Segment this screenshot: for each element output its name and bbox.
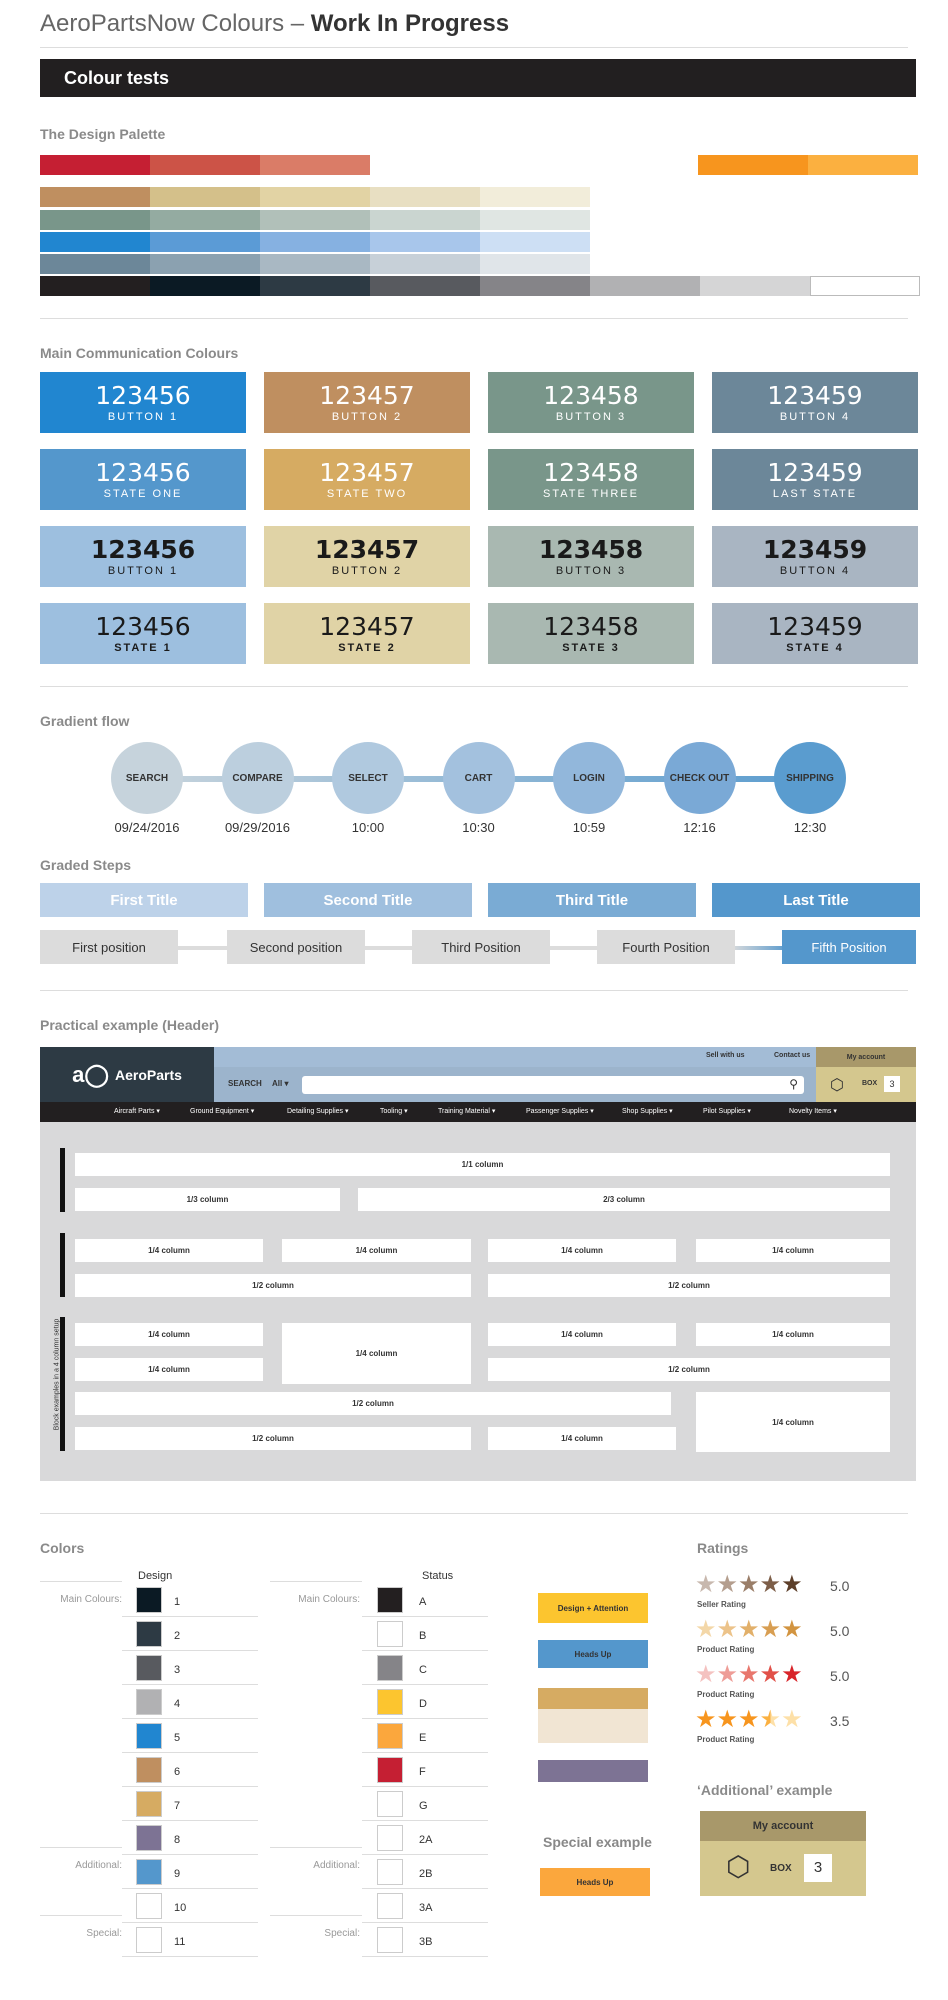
grid-column: 1/4 column	[488, 1427, 676, 1450]
color-swatch	[377, 1825, 403, 1851]
button-label: STATE TWO	[326, 487, 408, 500]
palette-swatch	[150, 155, 260, 175]
gradient-heading: Gradient flow	[40, 713, 130, 729]
color-label: 2	[174, 1630, 181, 1642]
star-rating	[695, 1663, 803, 1689]
comm-button[interactable]	[40, 603, 246, 664]
flow-time: 10:59	[572, 820, 606, 835]
nav-item[interactable]: Tooling ▾	[380, 1108, 408, 1115]
star-rating	[695, 1618, 803, 1644]
star-icon: ★	[738, 1661, 760, 1688]
color-swatch	[136, 1859, 162, 1885]
button-label: BUTTON 2	[331, 564, 403, 577]
grid-column: 1/4 column	[75, 1323, 263, 1346]
color-group-label: Main Colours:	[60, 1594, 122, 1605]
color-swatch	[136, 1791, 162, 1817]
rating-value: 5.0	[830, 1668, 850, 1684]
palette-swatch	[40, 155, 150, 175]
palette-swatch	[480, 210, 590, 230]
button-number: 123459	[762, 534, 868, 564]
flow-time: 10:30	[462, 820, 495, 835]
star-icon: ★	[695, 1706, 717, 1733]
comm-button[interactable]	[264, 372, 470, 433]
divider	[40, 990, 908, 991]
color-group-label: Main Colours:	[298, 1594, 360, 1605]
color-label: 10	[174, 1902, 187, 1914]
grid-column: 1/1 column	[75, 1153, 890, 1176]
nav-item[interactable]: Pilot Supplies ▾	[703, 1108, 751, 1115]
palette-heading: The Design Palette	[40, 126, 166, 142]
nav-item[interactable]: Shop Supplies ▾	[622, 1108, 673, 1115]
search-label: SEARCH	[228, 1079, 262, 1088]
graded-position[interactable]: Fourth Position	[597, 930, 735, 964]
grid-column: 1/2 column	[488, 1358, 890, 1381]
color-label: B	[419, 1630, 427, 1642]
comm-button[interactable]	[488, 526, 694, 587]
grid-column: 1/4 column	[488, 1239, 676, 1262]
additional-heading: ‘Additional’ example	[697, 1782, 833, 1798]
grid-column: 1/4 column	[282, 1239, 471, 1262]
color-swatch	[136, 1893, 162, 1919]
swatch-gold	[538, 1688, 648, 1709]
grid-column: 1/4 column	[696, 1239, 890, 1262]
palette-swatch	[480, 254, 590, 274]
palette-swatch	[150, 276, 260, 296]
palette-swatch	[150, 187, 260, 207]
star-icon: ★	[759, 1706, 782, 1733]
search-icon[interactable]: ⚲	[789, 1077, 798, 1091]
main-nav	[40, 1102, 916, 1122]
color-label: 3B	[419, 1936, 433, 1948]
palette-swatch	[700, 276, 810, 296]
color-swatch	[136, 1689, 162, 1715]
palette-swatch	[808, 155, 918, 175]
star-icon: ★	[695, 1616, 717, 1643]
color-swatch	[377, 1859, 403, 1885]
grid-row-marker	[60, 1317, 65, 1381]
color-swatch	[377, 1757, 403, 1783]
grid-column: 1/3 column	[75, 1188, 340, 1211]
comm-button[interactable]	[488, 449, 694, 510]
banner: Colour tests	[40, 59, 916, 97]
color-row	[270, 1581, 362, 1582]
button-label: STATE ONE	[103, 487, 183, 500]
box-icon: ⬡	[830, 1077, 844, 1094]
design-attention-chip: Design + Attention	[538, 1593, 648, 1623]
graded-position[interactable]: Third Position	[412, 930, 550, 964]
palette-swatch	[150, 210, 260, 230]
grid-column: 1/4 column	[75, 1239, 263, 1262]
button-label: STATE 1	[114, 641, 172, 654]
star-icon: ★	[781, 1616, 803, 1643]
comm-button[interactable]	[40, 449, 246, 510]
star-rating	[695, 1573, 803, 1599]
star-icon: ★	[716, 1661, 739, 1688]
button-number: 123457	[319, 380, 415, 410]
button-number: 123459	[767, 380, 863, 410]
star-icon: ★	[781, 1706, 803, 1733]
cart-box[interactable]: ⬡ BOX 3	[816, 1067, 916, 1102]
star-icon: ★	[738, 1571, 760, 1598]
color-swatch	[377, 1723, 403, 1749]
color-swatch	[377, 1587, 403, 1613]
star-icon: ★	[738, 1616, 760, 1643]
nav-item[interactable]: Ground Equipment ▾	[190, 1108, 255, 1115]
star-icon: ★	[759, 1616, 782, 1643]
special-example-heading: Special example	[543, 1834, 652, 1850]
comm-button[interactable]	[712, 526, 918, 587]
grid-column: 2/3 column	[358, 1188, 890, 1211]
button-number: 123458	[543, 380, 639, 410]
button-number: 123459	[767, 611, 863, 641]
palette-swatch	[260, 210, 370, 230]
heads-up-special-chip: Heads Up	[540, 1868, 650, 1896]
button-number: 123456	[90, 534, 196, 564]
button-number: 123458	[543, 611, 639, 641]
color-group-label: Additional:	[75, 1860, 122, 1871]
grid-column: 1/4 column	[75, 1358, 263, 1381]
button-label: STATE THREE	[543, 487, 639, 500]
rating-value: 3.5	[830, 1713, 850, 1729]
comm-button[interactable]	[712, 603, 918, 664]
palette-swatch	[260, 155, 370, 175]
button-number: 123456	[95, 380, 191, 410]
grid-side-label: Block examples in a 4 column setup	[53, 1318, 61, 1431]
swatch-cream	[538, 1709, 648, 1743]
graded-position[interactable]: Fifth Position	[782, 930, 916, 964]
grid-row-marker	[60, 1148, 65, 1212]
palette-swatch	[480, 232, 590, 252]
grid-column: 1/4 column	[488, 1323, 676, 1346]
flow-step[interactable]: LOGIN	[553, 742, 625, 814]
nav-item[interactable]: Novelty Items ▾	[789, 1108, 837, 1115]
star-icon: ★	[695, 1661, 717, 1688]
flow-time: 10:00	[351, 820, 385, 835]
rating-label: Product Rating	[697, 1690, 755, 1699]
divider	[40, 686, 908, 687]
grid-row-marker	[60, 1381, 65, 1451]
button-label: STATE 2	[338, 641, 396, 654]
color-label: A	[419, 1596, 427, 1608]
color-label: 4	[174, 1698, 181, 1710]
palette-swatch	[40, 187, 150, 207]
color-label: C	[419, 1664, 427, 1676]
comm-heading: Main Communication Colours	[40, 345, 239, 361]
graded-position[interactable]: Second position	[227, 930, 365, 964]
rating-label: Product Rating	[697, 1645, 755, 1654]
color-swatch	[377, 1621, 403, 1647]
color-swatch	[136, 1587, 162, 1613]
star-icon: ★	[716, 1571, 739, 1598]
account-link[interactable]: My account	[816, 1047, 916, 1067]
button-number: 123458	[543, 457, 639, 487]
heads-up-chip: Heads Up	[538, 1640, 648, 1668]
flow-step[interactable]: CART	[443, 742, 515, 814]
color-swatch	[377, 1791, 403, 1817]
color-swatch	[136, 1757, 162, 1783]
palette-swatch	[40, 232, 150, 252]
design-label: Design	[138, 1570, 173, 1582]
flow-step[interactable]: SHIPPING	[774, 742, 846, 814]
color-label: D	[419, 1698, 427, 1710]
sell-link[interactable]: Sell with us	[706, 1052, 745, 1059]
flow-step[interactable]: SEARCH	[111, 742, 183, 814]
comm-button[interactable]	[712, 449, 918, 510]
palette-swatch	[150, 232, 260, 252]
button-label: STATE 4	[786, 641, 844, 654]
palette-swatch	[150, 254, 260, 274]
color-row	[40, 1915, 122, 1916]
grid-row-marker	[60, 1233, 65, 1297]
button-label: BUTTON 4	[779, 564, 851, 577]
color-swatch	[136, 1927, 162, 1953]
palette-swatch	[480, 276, 590, 296]
star-icon: ★	[695, 1571, 717, 1598]
flow-time: 12:30	[793, 820, 827, 835]
button-label: BUTTON 4	[779, 410, 851, 423]
rating-value: 5.0	[830, 1578, 850, 1594]
palette-swatch	[370, 210, 480, 230]
button-number: 123459	[767, 457, 863, 487]
color-label: 8	[174, 1834, 181, 1846]
status-label: Status	[422, 1570, 454, 1582]
grid-column: 1/4 column	[696, 1392, 890, 1452]
palette-swatch	[260, 187, 370, 207]
color-label: 3A	[419, 1902, 433, 1914]
rating-value: 5.0	[830, 1623, 850, 1639]
comm-button[interactable]	[264, 603, 470, 664]
color-swatch	[136, 1825, 162, 1851]
rating-label: Seller Rating	[697, 1600, 746, 1609]
practical-example	[40, 1047, 916, 1481]
logo-icon: a◯	[72, 1061, 109, 1087]
palette-swatch	[260, 276, 370, 296]
nav-item[interactable]: Passenger Supplies ▾	[526, 1108, 594, 1115]
color-swatch	[136, 1621, 162, 1647]
button-number: 123457	[314, 534, 420, 564]
star-icon: ★	[738, 1706, 760, 1733]
palette-swatch	[370, 276, 480, 296]
comm-button[interactable]	[40, 526, 246, 587]
button-number: 123457	[319, 457, 415, 487]
graded-title[interactable]: Second Title	[264, 883, 472, 917]
color-label: G	[419, 1800, 428, 1812]
button-label: BUTTON 3	[555, 564, 627, 577]
nav-item[interactable]: Aircraft Parts ▾	[114, 1108, 160, 1115]
star-icon: ★	[781, 1571, 803, 1598]
top-bar	[214, 1047, 816, 1067]
palette-swatch	[40, 254, 150, 274]
color-label: E	[419, 1732, 427, 1744]
flow-step[interactable]: SELECT	[332, 742, 404, 814]
box-icon: ⬡	[726, 1851, 751, 1882]
button-number: 123456	[95, 611, 191, 641]
grid-column: 1/4 column	[282, 1323, 471, 1384]
palette-swatch	[480, 187, 590, 207]
comm-button[interactable]	[712, 372, 918, 433]
color-label: 3	[174, 1664, 181, 1676]
divider	[40, 318, 908, 319]
palette-swatch	[260, 254, 370, 274]
graded-heading: Graded Steps	[40, 857, 132, 873]
palette-swatch	[698, 155, 808, 175]
color-row	[270, 1847, 362, 1848]
palette-swatch	[370, 232, 480, 252]
star-icon: ★	[759, 1571, 782, 1598]
additional-box[interactable]: ⬡ BOX 3	[700, 1841, 866, 1896]
grid-column: 1/4 column	[696, 1323, 890, 1346]
button-label: BUTTON 2	[331, 410, 403, 423]
button-label: BUTTON 1	[107, 410, 179, 423]
color-swatch	[377, 1927, 403, 1953]
color-label: F	[419, 1766, 426, 1778]
button-number: 123457	[319, 611, 415, 641]
palette-swatch	[590, 276, 700, 296]
grid-column: 1/2 column	[488, 1274, 890, 1297]
category-select[interactable]: All ▾	[272, 1079, 289, 1088]
grid-column: 1/2 column	[75, 1274, 471, 1297]
button-label: LAST STATE	[772, 487, 858, 500]
color-label: 7	[174, 1800, 181, 1812]
additional-account[interactable]: My account	[700, 1811, 866, 1841]
comm-button[interactable]	[488, 603, 694, 664]
color-label: 1	[174, 1596, 181, 1608]
button-label: BUTTON 1	[107, 564, 179, 577]
flow-time: 09/24/2016	[114, 820, 180, 835]
grid-column: 1/2 column	[75, 1427, 471, 1450]
palette-swatch	[370, 254, 480, 274]
palette-swatch	[370, 187, 480, 207]
star-rating	[695, 1708, 803, 1734]
color-swatch	[377, 1893, 403, 1919]
palette-swatch	[260, 232, 370, 252]
star-icon: ★	[716, 1706, 739, 1733]
color-label: 2A	[419, 1834, 433, 1846]
color-label: 2B	[419, 1868, 433, 1880]
box-count: 3	[884, 1076, 900, 1092]
comm-button[interactable]	[264, 449, 470, 510]
nav-item[interactable]: Training Material ▾	[438, 1108, 496, 1115]
divider	[40, 1513, 908, 1514]
star-icon: ★	[781, 1661, 803, 1688]
color-label: 6	[174, 1766, 181, 1778]
flow-time: 09/29/2016	[224, 820, 291, 835]
button-label: STATE 3	[562, 641, 620, 654]
step-line	[730, 946, 790, 950]
color-group-label: Additional:	[313, 1860, 360, 1871]
practical-heading: Practical example (Header)	[40, 1017, 219, 1033]
flow-step[interactable]: COMPARE	[222, 742, 294, 814]
color-swatch	[136, 1655, 162, 1681]
box-count: 3	[804, 1854, 832, 1882]
comm-button[interactable]	[488, 372, 694, 433]
color-label: 5	[174, 1732, 181, 1744]
star-icon: ★	[716, 1616, 739, 1643]
button-number: 123456	[95, 457, 191, 487]
color-label: 9	[174, 1868, 181, 1880]
star-icon: ★	[759, 1661, 782, 1688]
contact-link[interactable]: Contact us	[774, 1052, 811, 1059]
color-group-label: Special:	[324, 1928, 360, 1939]
color-row	[270, 1915, 362, 1916]
color-swatch	[136, 1723, 162, 1749]
nav-item[interactable]: Detailing Supplies ▾	[287, 1108, 349, 1115]
color-swatch	[377, 1689, 403, 1715]
button-label: BUTTON 3	[555, 410, 627, 423]
button-number: 123458	[538, 534, 644, 564]
graded-title[interactable]: Last Title	[712, 883, 920, 917]
color-row	[40, 1581, 122, 1582]
graded-title[interactable]: First Title	[40, 883, 248, 917]
graded-title[interactable]: Third Title	[488, 883, 696, 917]
palette-swatch	[810, 276, 920, 296]
grid-column: 1/2 column	[75, 1392, 671, 1415]
swatch-purple	[538, 1760, 648, 1782]
ratings-heading: Ratings	[697, 1540, 749, 1556]
comm-button[interactable]	[264, 526, 470, 587]
color-group-label: Special:	[86, 1928, 122, 1939]
page-title: AeroPartsNow Colours – Work In Progress	[40, 10, 510, 37]
search-input[interactable]	[302, 1076, 804, 1094]
logo[interactable]: a◯ AeroParts	[40, 1047, 214, 1102]
rating-label: Product Rating	[697, 1735, 755, 1744]
color-row	[40, 1847, 122, 1848]
colors-heading: Colors	[40, 1540, 85, 1556]
graded-position[interactable]: First position	[40, 930, 178, 964]
palette-swatch	[40, 276, 150, 296]
palette-swatch	[40, 210, 150, 230]
divider	[40, 47, 908, 48]
color-swatch	[377, 1655, 403, 1681]
comm-button[interactable]	[40, 372, 246, 433]
search-bar	[214, 1067, 816, 1102]
flow-step[interactable]: CHECK OUT	[664, 742, 736, 814]
flow-time: 12:16	[683, 820, 716, 835]
color-label: 11	[174, 1936, 186, 1948]
